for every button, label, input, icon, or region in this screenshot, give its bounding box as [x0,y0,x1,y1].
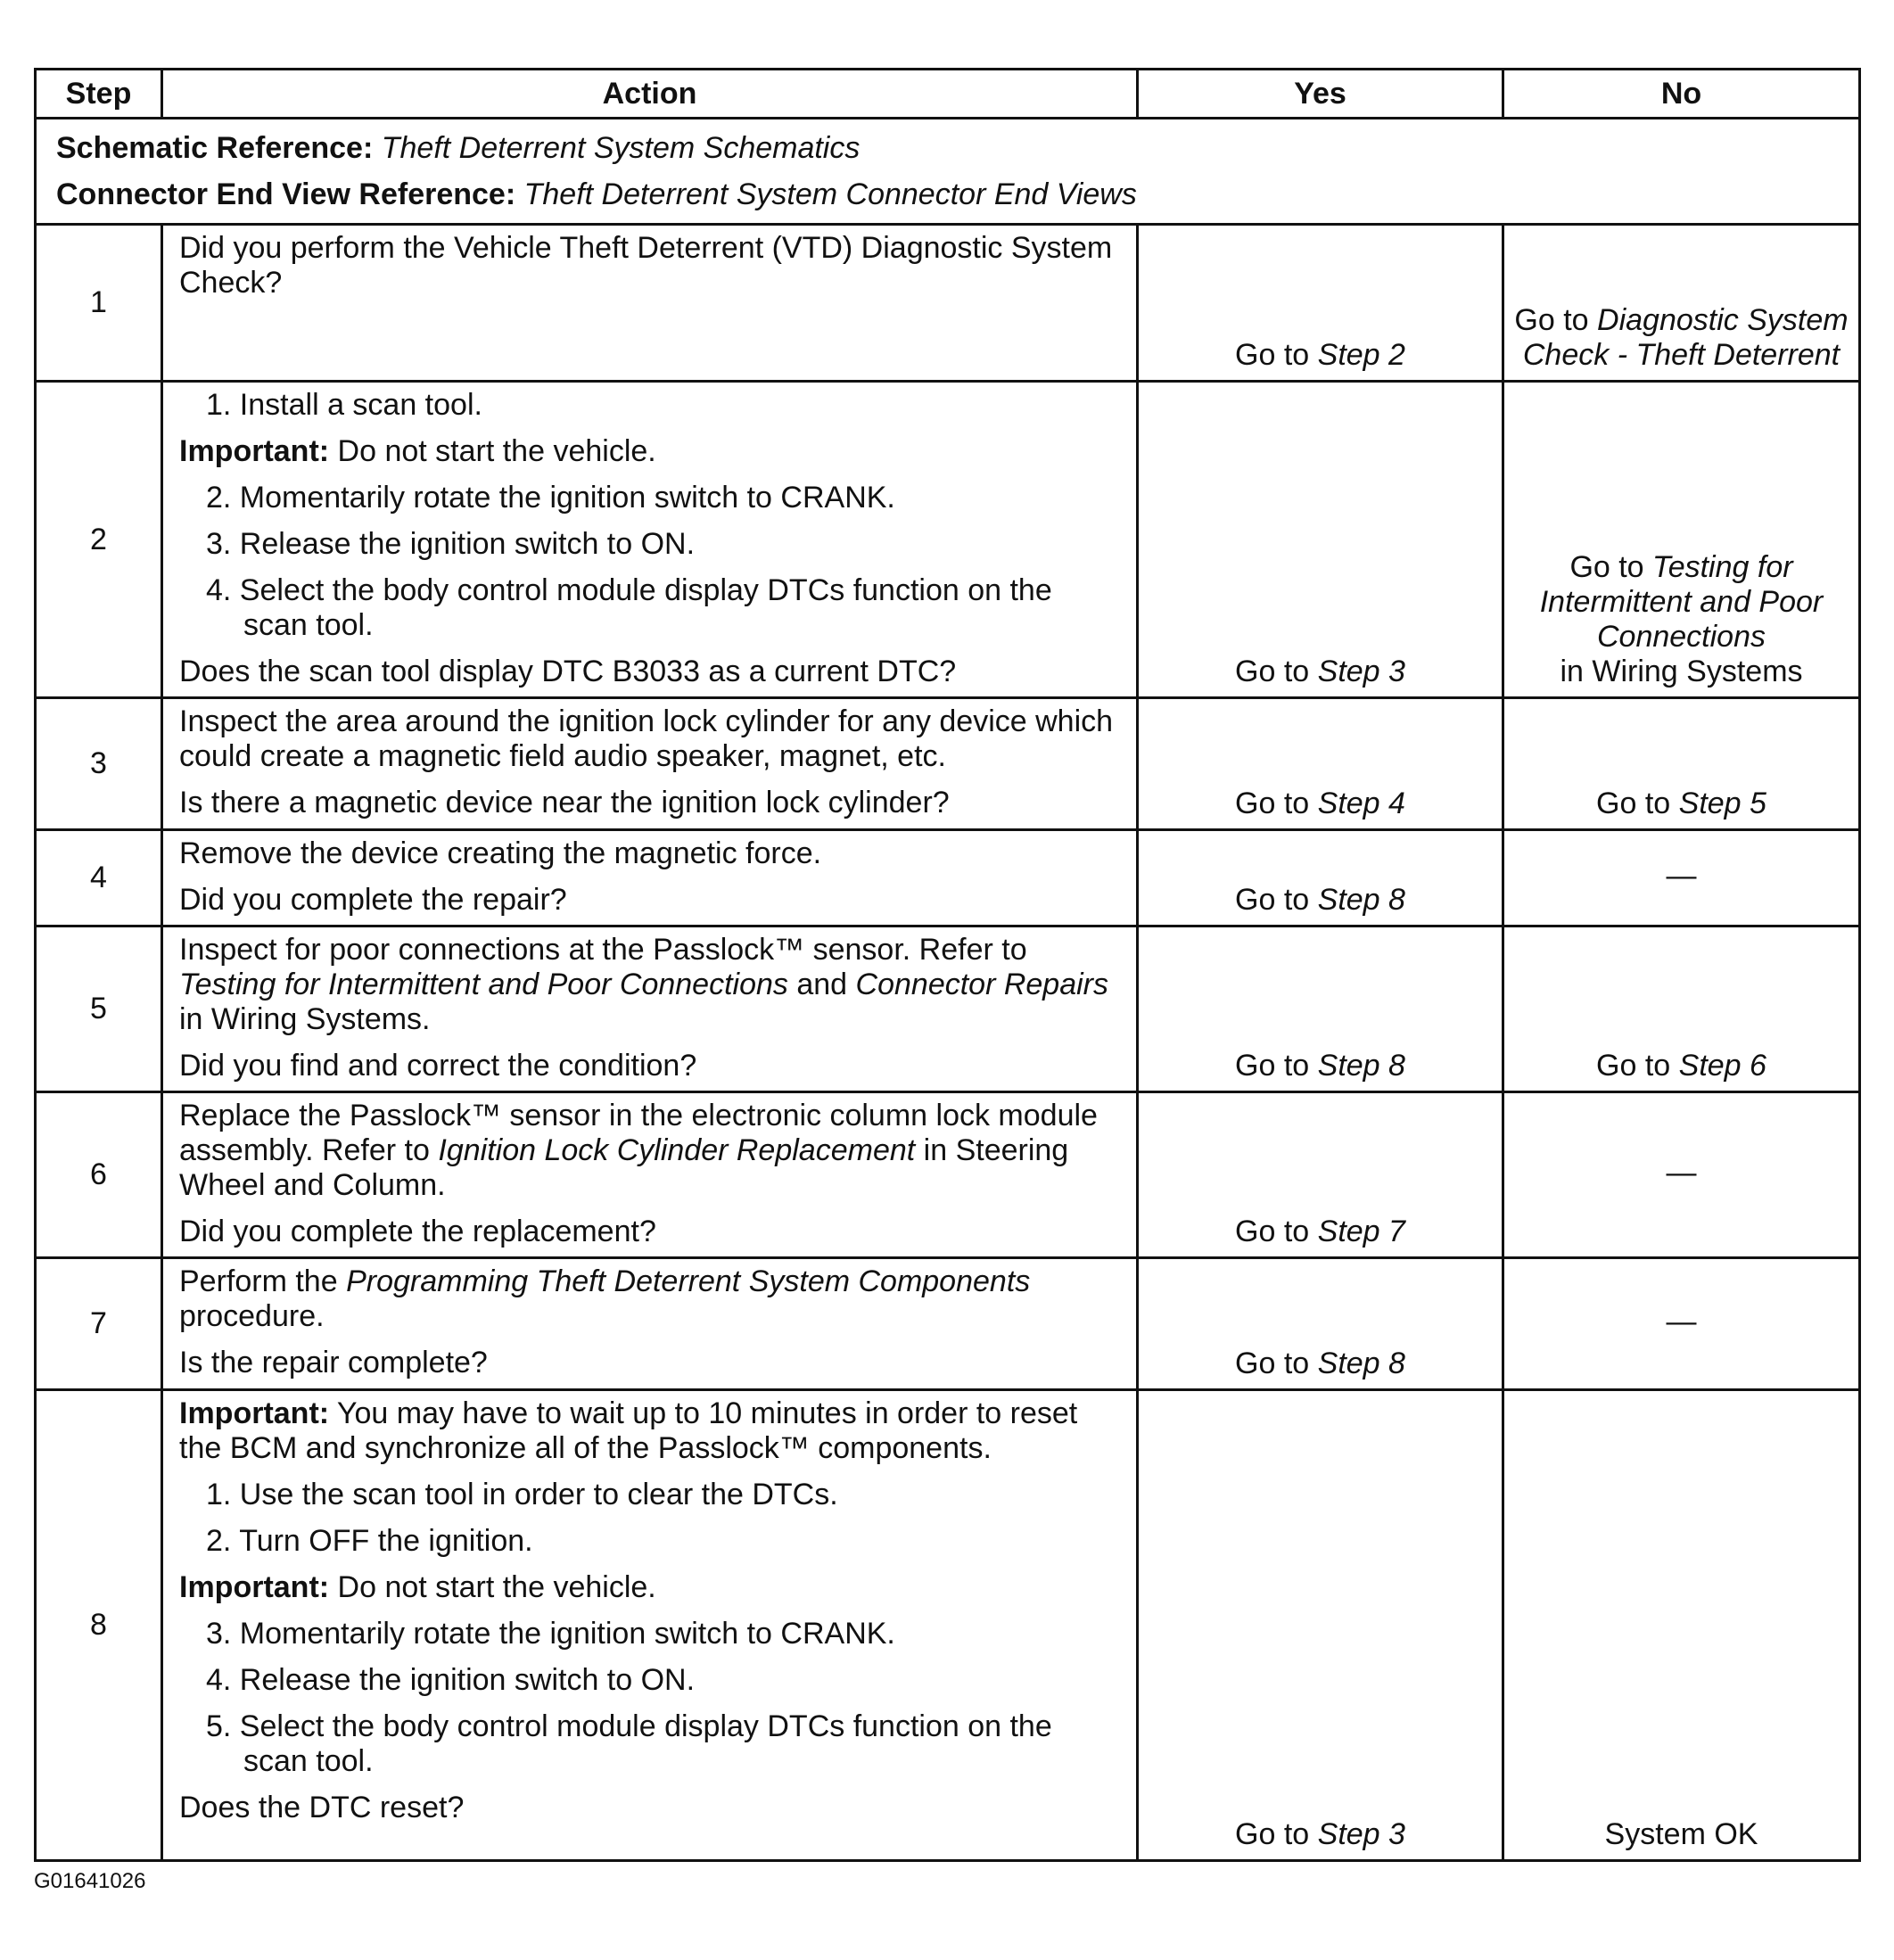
step-action: Replace the Passlock™ sensor in the electronic column lock module assembly. Refer to Ignition Lock Cylinder Replacement in Steering Wheel and Column. Did you complete the replacement? [162,1092,1138,1258]
yes-result: Go to Step 8 [1138,1258,1503,1390]
step-number: 2 [36,382,162,698]
table-row [36,830,1860,926]
reference-link[interactable]: Connector Repairs [855,968,1109,1001]
step-number: 3 [36,698,162,830]
no-result: — [1503,830,1860,926]
yes-result: Go to Step 8 [1138,830,1503,926]
figure-id: G01641026 [34,1869,146,1893]
yes-link[interactable]: Step 4 [1317,786,1405,820]
yes-result: Go to Step 7 [1138,1092,1503,1258]
diagnostic-table [34,68,1861,1862]
no-link[interactable]: Testing for Intermittent and Poor Connections [1539,550,1824,654]
header-action: Action [162,70,1138,119]
reference-link[interactable]: Ignition Lock Cylinder Replacement [438,1133,916,1167]
step-action: Perform the Programming Theft Deterrent System Components procedure. Is the repair complete? [162,1258,1138,1390]
no-result: — [1503,1258,1860,1390]
yes-link[interactable]: Step 2 [1317,338,1405,372]
table-row [36,382,1860,698]
step-number: 1 [36,225,162,382]
connector-reference: Connector End View Reference: Theft Deterrent System Connector End Views [56,177,1137,211]
yes-result: Go to Step 4 [1138,698,1503,830]
no-result: Go to Step 5 [1503,698,1860,830]
connector-reference-link[interactable]: Theft Deterrent System Connector End Views [523,177,1137,211]
step-action: 1. Install a scan tool. Important: Do not start the vehicle. 2. Momentarily rotate the ignition switch to CRANK. 3. Release the ignition switch to ON. 4. Select the body control module display DTCs function on the scan tool. Does the scan tool display DTC B3033 as a current DTC? [162,382,1138,698]
step-action: Inspect the area around the ignition lock cylinder for any device which could create a magnetic field audio speaker, magnet, etc. Is there a magnetic device near the ignition lock cylinder? [162,698,1138,830]
yes-link[interactable]: Step 3 [1317,1817,1405,1851]
yes-result: Go to Step 3 [1138,382,1503,698]
schematic-reference: Schematic Reference: Theft Deterrent System Schematics [56,131,861,165]
table-row [36,1258,1860,1390]
table-row [36,926,1860,1092]
step-action: Did you perform the Vehicle Theft Deterrent (VTD) Diagnostic System Check? [162,225,1138,382]
reference-row [36,119,1860,225]
references [36,119,1860,225]
step-number: 8 [36,1390,162,1861]
yes-result: Go to Step 3 [1138,1390,1503,1861]
header-yes: Yes [1138,70,1503,119]
yes-link[interactable]: Step 8 [1317,883,1405,917]
yes-result: Go to Step 2 [1138,225,1503,382]
step-number: 7 [36,1258,162,1390]
step-number: 6 [36,1092,162,1258]
no-result: Go to Diagnostic System Check - Theft Deterrent [1503,225,1860,382]
header-step: Step [36,70,162,119]
table-row [36,698,1860,830]
no-result: Go to Step 6 [1503,926,1860,1092]
step-number: 4 [36,830,162,926]
schematic-reference-link[interactable]: Theft Deterrent System Schematics [381,131,861,165]
table-row [36,1390,1860,1861]
yes-link[interactable]: Step 8 [1317,1346,1405,1380]
step-action: Remove the device creating the magnetic force. Did you complete the repair? [162,830,1138,926]
no-result: — [1503,1092,1860,1258]
table-row [36,225,1860,382]
header-row [36,70,1860,119]
no-link[interactable]: Step 5 [1678,786,1766,820]
step-action: Inspect for poor connections at the Passlock™ sensor. Refer to Testing for Intermittent and Poor Connections and Connector Repairs in Wiring Systems. Did you find and correct the condition? [162,926,1138,1092]
yes-link[interactable]: Step 3 [1317,655,1405,688]
yes-result: Go to Step 8 [1138,926,1503,1092]
reference-link[interactable]: Programming Theft Deterrent System Components [346,1264,1031,1298]
no-link[interactable]: Diagnostic System Check - Theft Deterrent [1522,303,1849,372]
no-result: System OK [1503,1390,1860,1861]
yes-link[interactable]: Step 7 [1317,1215,1405,1248]
header-no: No [1503,70,1860,119]
yes-link[interactable]: Step 8 [1317,1049,1405,1083]
no-link[interactable]: Step 6 [1678,1049,1766,1083]
table-row [36,1092,1860,1258]
step-action: Important: You may have to wait up to 10 minutes in order to reset the BCM and synchronize all of the Passlock™ components. 1. Use the scan tool in order to clear the DTCs. 2. Turn OFF the ignition. Important: Do not start the vehicle. 3. Momentarily rotate the ignition switch to CRANK. 4. Release the ignition switch to ON. 5. Select the body control module display DTCs function on the scan tool. Does the DTC reset? [162,1390,1138,1861]
step-number: 5 [36,926,162,1092]
reference-link[interactable]: Testing for Intermittent and Poor Connections [179,968,788,1001]
no-result: Go to Testing for Intermittent and Poor Connections in Wiring Systems [1503,382,1860,698]
